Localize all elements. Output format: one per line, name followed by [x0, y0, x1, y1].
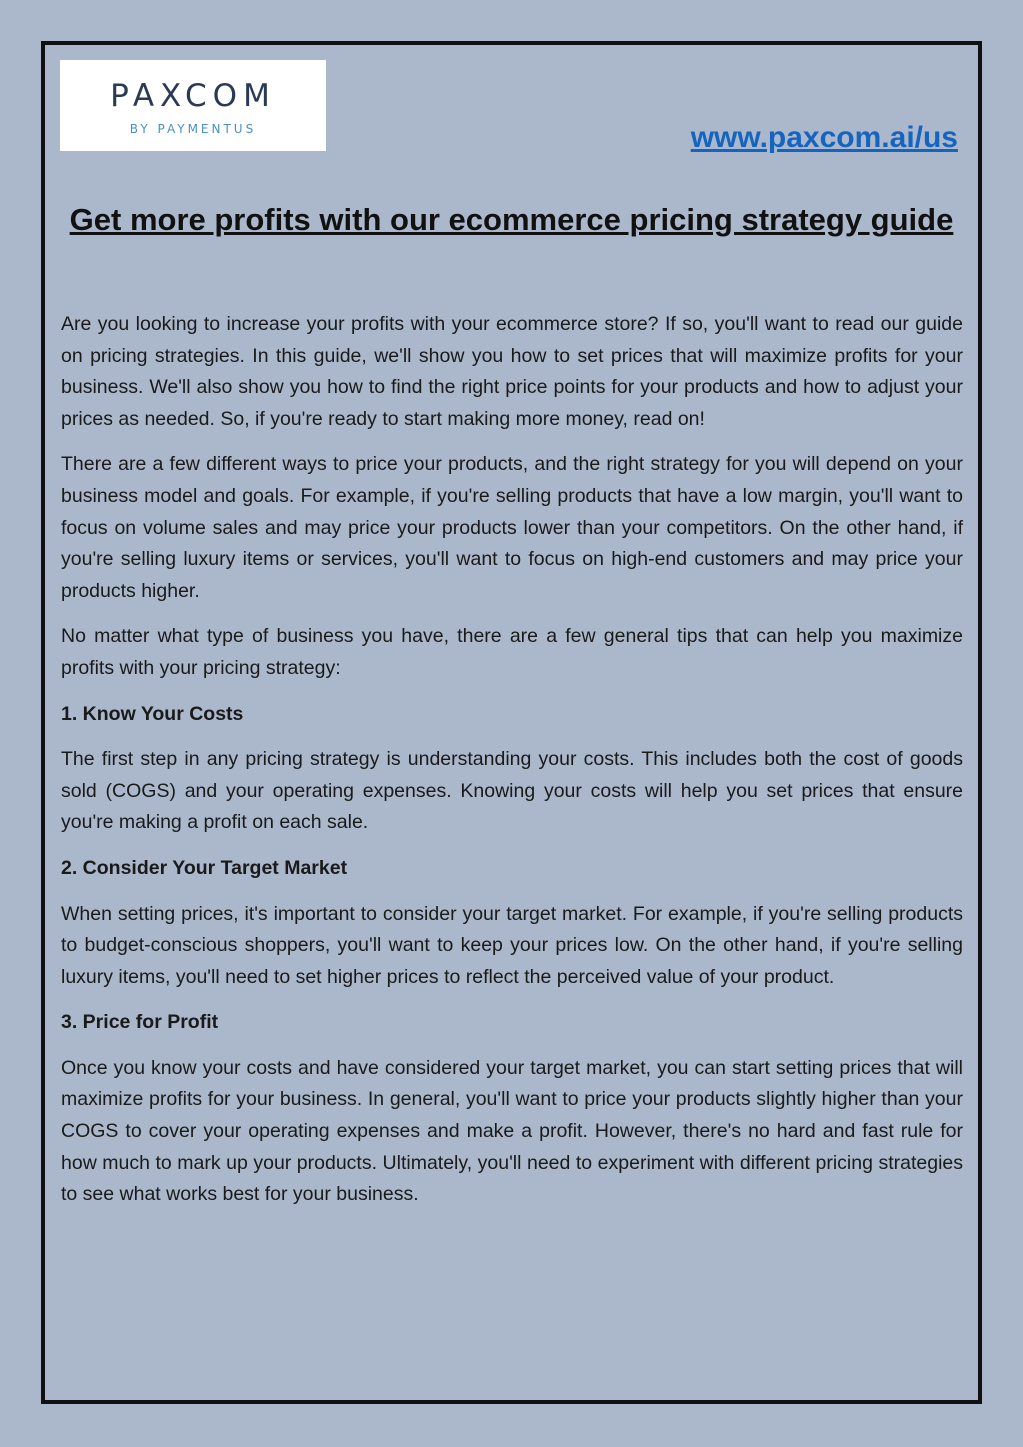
paxcom-logo — [60, 60, 326, 151]
section-body-price-for-profit: Once you know your costs and have considered your target market, you can start setting prices that will maximize profits for your business. In general, you'll want to price your products slightly higher than your COGS to cover your operating expenses and make a profit. However, there's no hard and fast rule for how much to mark up your products. Ultimately, you'll need to experiment with different pricing strategies to see what works best for your business. — [61, 1056, 963, 1206]
section-heading-know-costs: 1. Know Your Costs — [61, 702, 244, 725]
intro-paragraph: Are you looking to increase your profits with your ecommerce store? If so, you'll want to read our guide on pricing strategies. In this guide, we'll show you how to set prices that will maximize profits for your business. We'll also show you how to find the right price points for your products and how to adjust your prices as needed. So, if you're ready to start making more money, read on! — [61, 313, 963, 430]
section-heading-target-market: 2. Consider Your Target Market — [61, 856, 348, 879]
document-title: Get more profits with our ecommerce pricing strategy guide — [69, 202, 954, 237]
intro-paragraph: There are a few different ways to price your products, and the right strategy for you will depend on your business model and goals. For example, if you're selling products that have a low margin, you'll want to focus on volume sales and may price your products lower than your competitors. On the other hand, if you're selling luxury items or services, you'll want to focus on high-end customers and may price your products higher. — [61, 453, 963, 602]
logo-tagline: BY PAYMENTUS — [129, 122, 257, 136]
page-frame — [41, 41, 982, 1404]
article-body — [61, 309, 963, 1225]
intro-paragraph: No matter what type of business you have, there are a few general tips that can help you maximize profits with your pricing strategy: — [61, 625, 963, 679]
website-link[interactable]: www.paxcom.ai/us — [690, 121, 958, 154]
section-body-target-market: When setting prices, it's important to consider your target market. For example, if you're selling products to budget-conscious shoppers, you'll want to keep your prices low. On the other hand, if you're selling luxury items, you'll need to set higher prices to reflect the perceived value of your product. — [61, 902, 963, 988]
section-body-know-costs: The first step in any pricing strategy is understanding your costs. This includes both the cost of goods sold (COGS) and your operating expenses. Knowing your costs will help you set prices that ensure you're making a profit on each sale. — [61, 748, 963, 834]
logo-wordmark: PAXCOM — [110, 78, 276, 114]
section-heading-price-for-profit: 3. Price for Profit — [61, 1011, 219, 1034]
